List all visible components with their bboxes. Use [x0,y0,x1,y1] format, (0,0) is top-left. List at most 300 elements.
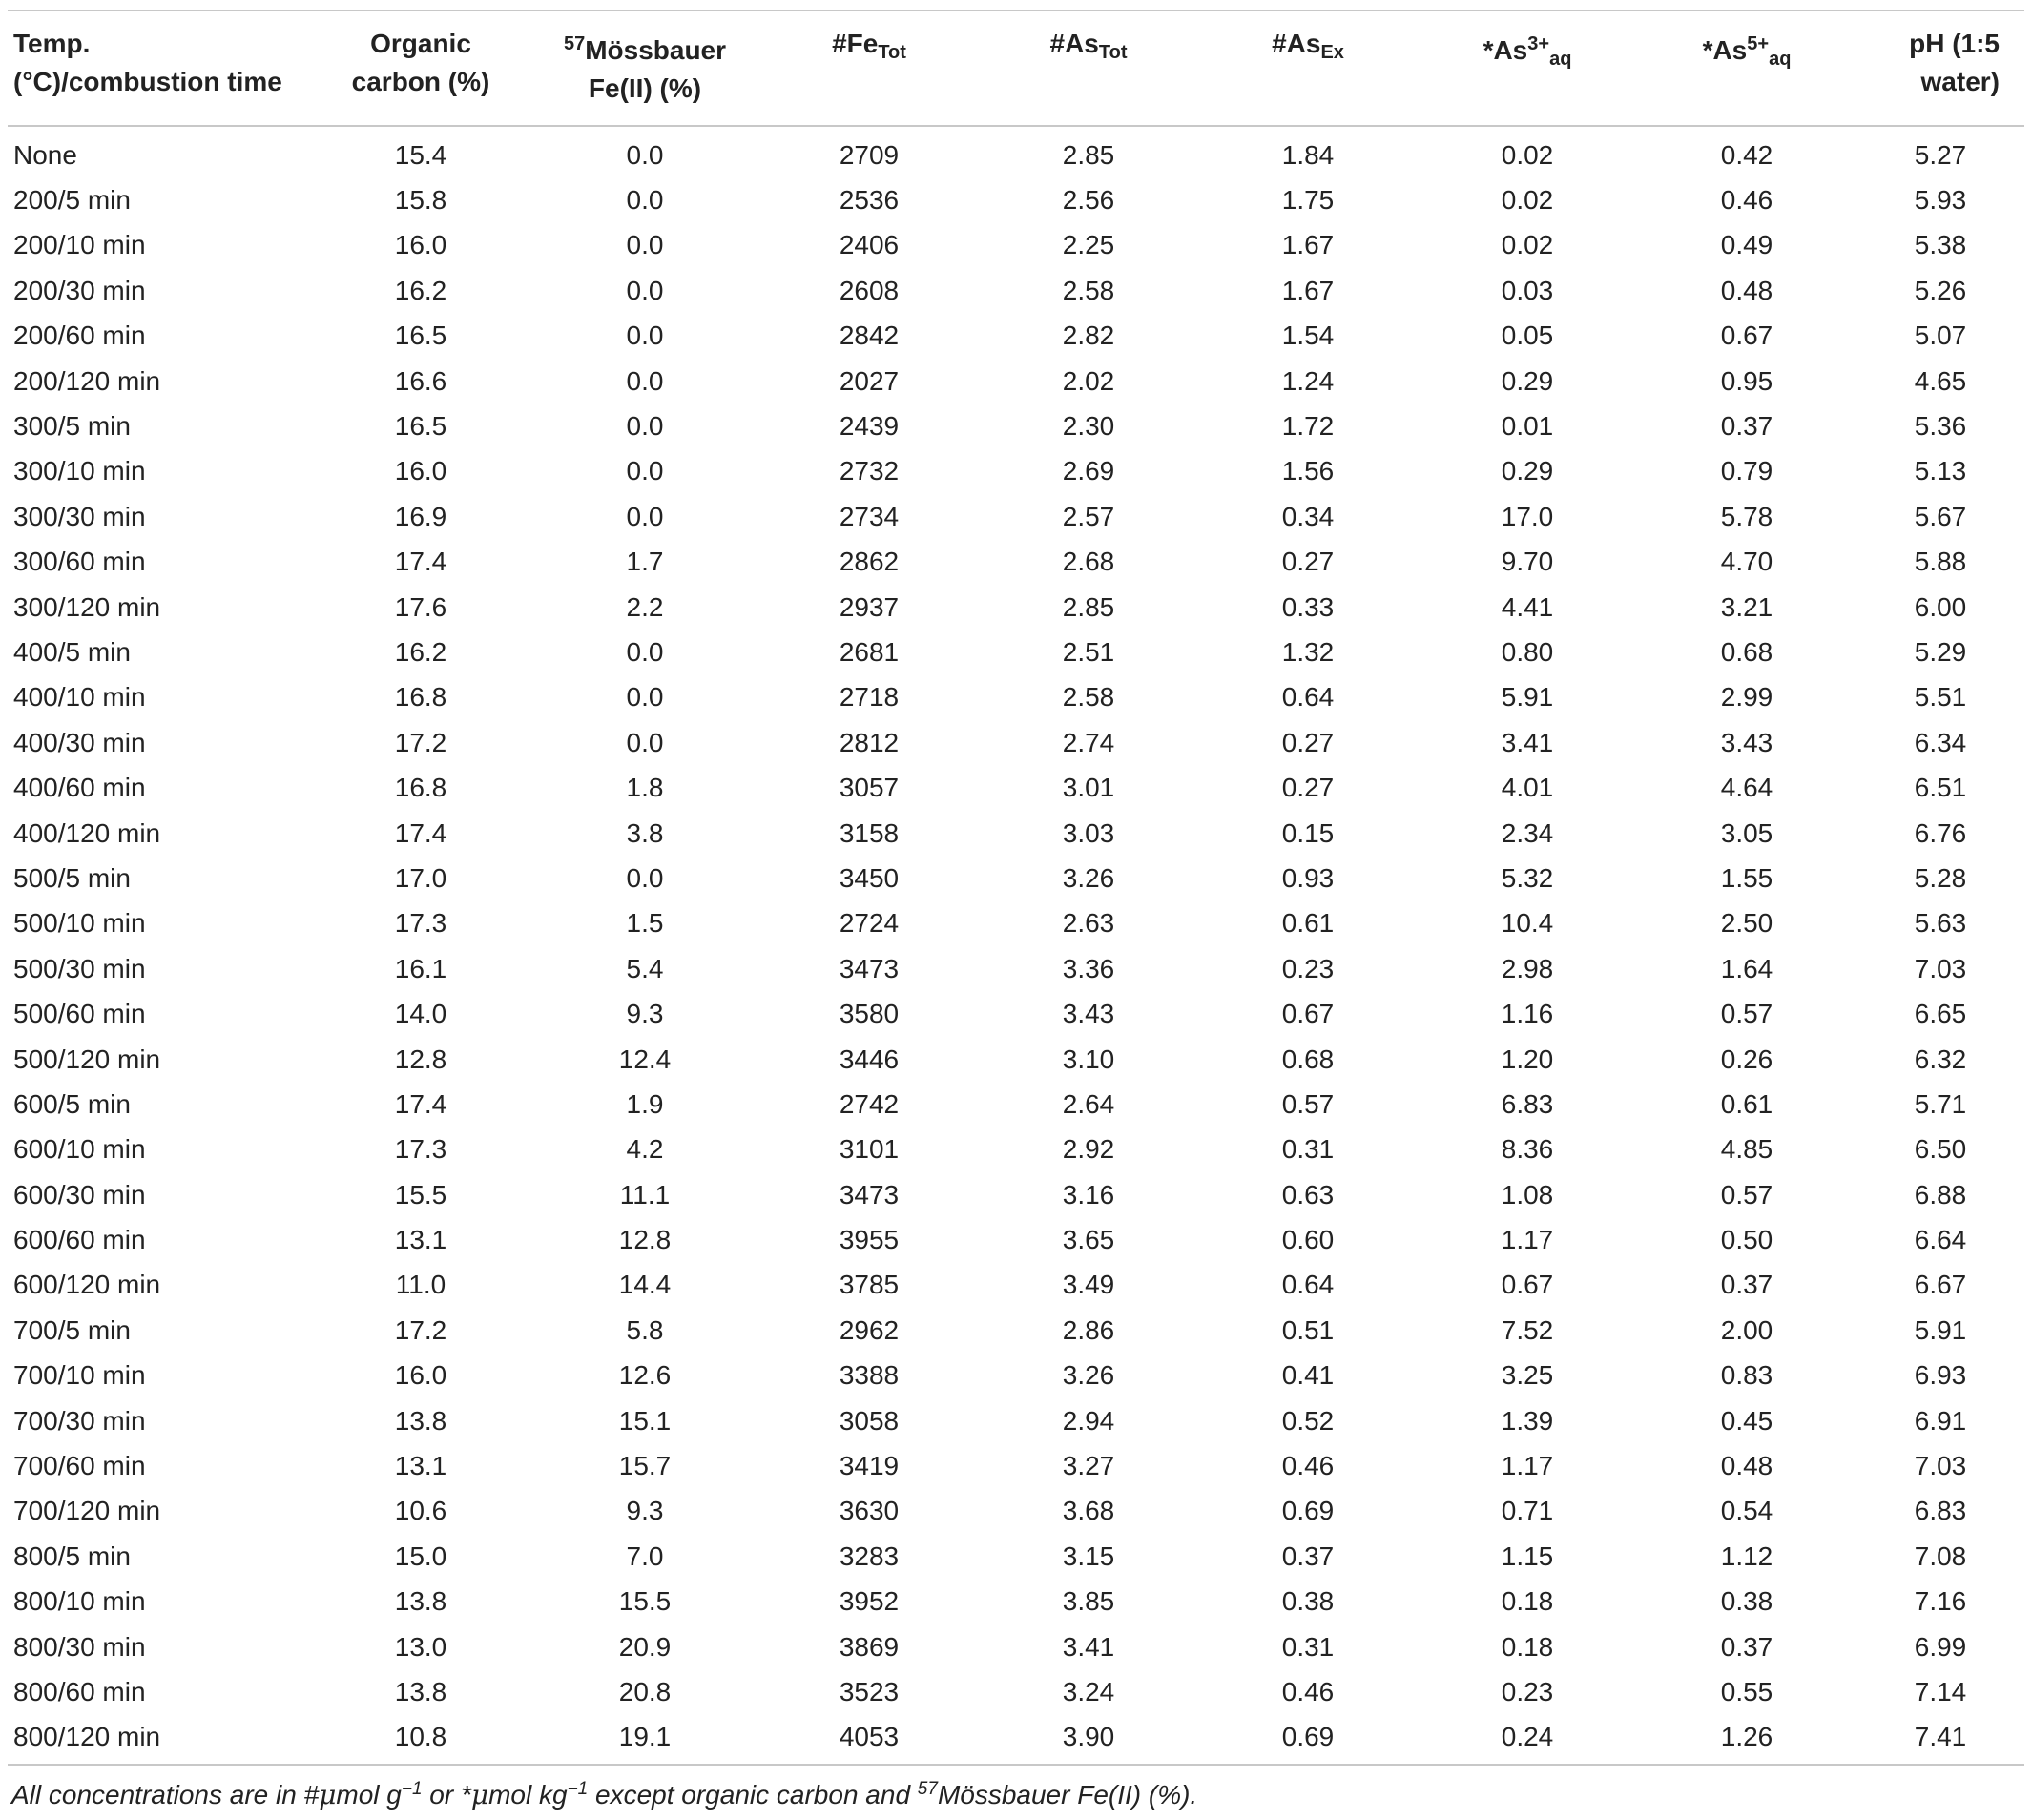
cell-organic-carbon: 13.1 [394,1451,447,1481]
cell-fe-tot: 2406 [839,230,900,260]
table-row [8,314,2024,359]
cell-temp-time: 500/60 min [13,999,146,1029]
cell-temp-time: 400/30 min [13,727,146,757]
cell-organic-carbon: 15.5 [394,1179,447,1210]
cell-as-ex: 0.23 [1281,953,1335,983]
cell-fe-tot: 2681 [839,636,900,667]
table-row [8,1443,2024,1488]
cell-as5-aq: 5.78 [1720,501,1773,531]
cell-as-tot: 3.90 [1062,1722,1115,1752]
cell-as5-aq: 4.85 [1720,1134,1773,1165]
cell-mossbauer-fe2: 15.1 [618,1405,672,1436]
table-row [8,765,2024,810]
cell-ph: 6.34 [1914,727,1967,757]
cell-organic-carbon: 16.8 [394,682,447,713]
cell-organic-carbon: 13.0 [394,1631,447,1662]
cell-mossbauer-fe2: 1.8 [626,773,664,803]
cell-as5-aq: 0.37 [1720,411,1773,442]
cell-organic-carbon: 17.4 [394,547,447,577]
cell-ph: 7.08 [1914,1541,1967,1571]
cell-as-tot: 2.58 [1062,682,1115,713]
cell-temp-time: 300/30 min [13,501,146,531]
cell-fe-tot: 3785 [839,1270,900,1300]
cell-mossbauer-fe2: 9.3 [626,1496,664,1526]
cell-mossbauer-fe2: 0.0 [626,636,664,667]
cell-ph: 7.14 [1914,1676,1967,1706]
cell-temp-time: 500/120 min [13,1044,161,1074]
cell-as-tot: 2.58 [1062,275,1115,305]
table-row [8,1534,2024,1579]
cell-as3-aq: 1.16 [1501,999,1554,1029]
cell-ph: 5.29 [1914,636,1967,667]
cell-as3-aq: 4.01 [1501,773,1554,803]
cell-mossbauer-fe2: 0.0 [626,185,664,216]
footnote-unit-1: mol g [336,1780,402,1810]
cell-mossbauer-fe2: 0.0 [626,682,664,713]
cell-as-tot: 2.63 [1062,908,1115,939]
cell-as-tot: 3.85 [1062,1586,1115,1617]
cell-as3-aq: 0.80 [1501,636,1554,667]
cell-as3-aq: 1.20 [1501,1044,1554,1074]
header-ph-line2: water) [1920,67,2000,96]
cell-ph: 6.99 [1914,1631,1967,1662]
cell-ph: 5.13 [1914,456,1967,486]
table-row [8,359,2024,403]
cell-as-ex: 0.68 [1281,1044,1335,1074]
cell-as-ex: 0.33 [1281,591,1335,622]
footnote-text-4: Mössbauer Fe(II) (%). [937,1780,1198,1810]
cell-organic-carbon: 15.0 [394,1541,447,1571]
cell-as5-aq: 0.49 [1720,230,1773,260]
cell-fe-tot: 2608 [839,275,900,305]
cell-as-ex: 1.75 [1281,185,1335,216]
data-table [8,10,2024,1766]
cell-mossbauer-fe2: 0.0 [626,501,664,531]
cell-as-ex: 1.72 [1281,411,1335,442]
cell-organic-carbon: 16.2 [394,275,447,305]
cell-temp-time: 400/10 min [13,682,146,713]
cell-fe-tot: 3473 [839,953,900,983]
cell-mossbauer-fe2: 15.5 [618,1586,672,1617]
cell-mossbauer-fe2: 0.0 [626,727,664,757]
header-oc-line1: Organic [370,29,471,58]
cell-mossbauer-fe2: 2.2 [626,591,664,622]
cell-ph: 4.65 [1914,365,1967,396]
header-temp-line2: (°C)/combustion time [13,67,282,96]
cell-as-ex: 0.93 [1281,862,1335,893]
cell-as5-aq: 0.50 [1720,1225,1773,1255]
cell-temp-time: 800/120 min [13,1722,161,1752]
cell-as-ex: 1.32 [1281,636,1335,667]
cell-organic-carbon: 16.0 [394,230,447,260]
cell-as-ex: 0.64 [1281,1270,1335,1300]
cell-fe-tot: 3523 [839,1676,900,1706]
cell-as-tot: 3.26 [1062,1360,1115,1391]
cell-organic-carbon: 16.5 [394,321,447,351]
cell-mossbauer-fe2: 5.4 [626,953,664,983]
header-asex-sub: Ex [1320,42,1344,63]
table-row [8,223,2024,268]
cell-as-ex: 0.41 [1281,1360,1335,1391]
cell-as3-aq: 0.24 [1501,1722,1554,1752]
cell-as-ex: 0.27 [1281,727,1335,757]
cell-mossbauer-fe2: 0.0 [626,275,664,305]
table-row [8,1037,2024,1082]
cell-temp-time: 800/30 min [13,1631,146,1662]
cell-temp-time: 400/5 min [13,636,131,667]
cell-temp-time: 200/10 min [13,230,146,260]
cell-as-ex: 0.31 [1281,1631,1335,1662]
cell-organic-carbon: 16.0 [394,456,447,486]
cell-as5-aq: 0.55 [1720,1676,1773,1706]
cell-mossbauer-fe2: 20.9 [618,1631,672,1662]
cell-mossbauer-fe2: 0.0 [626,862,664,893]
cell-temp-time: 700/30 min [13,1405,146,1436]
table-row [8,675,2024,720]
table-row [8,1354,2024,1398]
cell-as-tot: 2.69 [1062,456,1115,486]
cell-temp-time: 300/5 min [13,411,131,442]
cell-as-ex: 0.38 [1281,1586,1335,1617]
cell-as5-aq: 2.99 [1720,682,1773,713]
cell-as-tot: 2.92 [1062,1134,1115,1165]
cell-as3-aq: 1.15 [1501,1541,1554,1571]
cell-ph: 6.93 [1914,1360,1967,1391]
cell-as-tot: 3.03 [1062,817,1115,848]
cell-as-ex: 0.46 [1281,1451,1335,1481]
cell-ph: 5.93 [1914,185,1967,216]
cell-as-tot: 2.56 [1062,185,1115,216]
cell-as5-aq: 4.64 [1720,773,1773,803]
cell-as3-aq: 0.03 [1501,275,1554,305]
cell-as5-aq: 3.05 [1720,817,1773,848]
cell-as5-aq: 0.48 [1720,275,1773,305]
cell-fe-tot: 3101 [839,1134,900,1165]
header-ph-line1: pH (1:5 [1909,29,2000,58]
cell-ph: 6.64 [1914,1225,1967,1255]
cell-fe-tot: 2937 [839,591,900,622]
table-row [8,1082,2024,1127]
cell-fe-tot: 3473 [839,1179,900,1210]
cell-fe-tot: 2862 [839,547,900,577]
cell-as-ex: 0.27 [1281,773,1335,803]
cell-as-tot: 2.74 [1062,727,1115,757]
cell-as-tot: 3.10 [1062,1044,1115,1074]
cell-organic-carbon: 16.8 [394,773,447,803]
cell-as5-aq: 0.54 [1720,1496,1773,1526]
table-row [8,403,2024,448]
cell-ph: 6.32 [1914,1044,1967,1074]
cell-as5-aq: 0.45 [1720,1405,1773,1436]
cell-temp-time: 300/120 min [13,591,161,622]
cell-ph: 5.07 [1914,321,1967,351]
table-row [8,901,2024,946]
cell-as-tot: 2.86 [1062,1314,1115,1345]
cell-as3-aq: 9.70 [1501,547,1554,577]
cell-as-tot: 3.41 [1062,1631,1115,1662]
header-oc-line2: carbon (%) [351,67,490,96]
cell-as-ex: 0.34 [1281,501,1335,531]
cell-as-ex: 0.51 [1281,1314,1335,1345]
cell-as-ex: 0.37 [1281,1541,1335,1571]
cell-mossbauer-fe2: 19.1 [618,1722,672,1752]
cell-temp-time: 400/60 min [13,773,146,803]
table-row [8,268,2024,313]
cell-as-tot: 2.82 [1062,321,1115,351]
cell-fe-tot: 2734 [839,501,900,531]
cell-as3-aq: 0.71 [1501,1496,1554,1526]
cell-mossbauer-fe2: 0.0 [626,230,664,260]
cell-mossbauer-fe2: 3.8 [626,817,664,848]
cell-mossbauer-fe2: 0.0 [626,411,664,442]
cell-mossbauer-fe2: 11.1 [619,1179,671,1210]
cell-organic-carbon: 17.3 [394,1134,447,1165]
header-as3-aq [1418,10,1637,126]
cell-fe-tot: 3057 [839,773,900,803]
cell-ph: 5.67 [1914,501,1967,531]
cell-mossbauer-fe2: 0.0 [626,456,664,486]
cell-as3-aq: 1.08 [1501,1179,1554,1210]
cell-fe-tot: 3058 [839,1405,900,1436]
cell-fe-tot: 3869 [839,1631,900,1662]
table-row [8,1398,2024,1443]
cell-organic-carbon: 16.6 [394,365,447,396]
cell-temp-time: 700/5 min [13,1314,131,1345]
header-temp [8,10,311,126]
table-row [8,720,2024,765]
header-asex-main: #As [1272,29,1321,58]
cell-as-tot: 2.30 [1062,411,1115,442]
cell-as-ex: 0.27 [1281,547,1335,577]
cell-temp-time: 600/10 min [13,1134,146,1165]
table-body [8,126,2024,1765]
cell-as3-aq: 2.34 [1501,817,1554,848]
cell-organic-carbon: 17.4 [394,1088,447,1119]
cell-as5-aq: 0.46 [1720,185,1773,216]
header-as-tot [979,10,1198,126]
cell-as5-aq: 3.43 [1720,727,1773,757]
cell-as-tot: 2.57 [1062,501,1115,531]
table-row [8,449,2024,494]
cell-as-ex: 0.63 [1281,1179,1335,1210]
cell-as3-aq: 3.41 [1501,727,1554,757]
cell-as-ex: 1.84 [1281,139,1335,170]
header-as3-sup: 3+ [1527,33,1550,54]
header-as5-sup: 5+ [1747,33,1770,54]
footnote-exp-1: −1 [401,1779,423,1800]
cell-organic-carbon: 17.0 [394,862,447,893]
cell-fe-tot: 2962 [839,1314,900,1345]
cell-as5-aq: 0.68 [1720,636,1773,667]
cell-as5-aq: 0.57 [1720,1179,1773,1210]
cell-ph: 5.28 [1914,862,1967,893]
cell-organic-carbon: 17.2 [394,1314,447,1345]
cell-as3-aq: 0.67 [1501,1270,1554,1300]
cell-as-tot: 2.25 [1062,230,1115,260]
header-moss-line1: Mössbauer [585,35,727,65]
table-row [8,177,2024,222]
cell-fe-tot: 2439 [839,411,900,442]
header-as-ex [1198,10,1418,126]
cell-organic-carbon: 14.0 [394,999,447,1029]
cell-as3-aq: 1.39 [1501,1405,1554,1436]
cell-temp-time: 300/10 min [13,456,146,486]
cell-fe-tot: 3955 [839,1225,900,1255]
cell-as-ex: 0.69 [1281,1496,1335,1526]
cell-ph: 6.50 [1914,1134,1967,1165]
cell-as-tot: 3.15 [1062,1541,1115,1571]
cell-as3-aq: 3.25 [1501,1360,1554,1391]
header-temp-line1: Temp. [13,29,91,58]
cell-mossbauer-fe2: 0.0 [626,365,664,396]
cell-temp-time: 300/60 min [13,547,146,577]
cell-fe-tot: 2732 [839,456,900,486]
cell-mossbauer-fe2: 7.0 [626,1541,664,1571]
cell-organic-carbon: 10.6 [394,1496,447,1526]
cell-as5-aq: 0.79 [1720,456,1773,486]
cell-as-tot: 3.36 [1062,953,1115,983]
cell-mossbauer-fe2: 9.3 [626,999,664,1029]
cell-as-tot: 3.16 [1062,1179,1115,1210]
cell-fe-tot: 3446 [839,1044,900,1074]
cell-as3-aq: 0.05 [1501,321,1554,351]
cell-fe-tot: 3283 [839,1541,900,1571]
cell-temp-time: 800/10 min [13,1586,146,1617]
table-row [8,1715,2024,1765]
footnote-mu-2: μ [470,1779,489,1811]
cell-fe-tot: 2812 [839,727,900,757]
cell-as-tot: 2.51 [1062,636,1115,667]
header-ph [1856,10,2024,126]
cell-temp-time: None [13,139,77,170]
cell-temp-time: 700/120 min [13,1496,161,1526]
cell-as-tot: 2.85 [1062,139,1115,170]
cell-ph: 7.03 [1914,1451,1967,1481]
cell-as-ex: 0.60 [1281,1225,1335,1255]
cell-as5-aq: 0.37 [1720,1631,1773,1662]
header-moss-sup: 57 [563,33,586,54]
header-as5-main: *As [1702,35,1748,65]
cell-fe-tot: 2724 [839,908,900,939]
cell-as3-aq: 0.23 [1501,1676,1554,1706]
cell-mossbauer-fe2: 20.8 [618,1676,672,1706]
footnote-mu-1: μ [319,1779,337,1811]
cell-as3-aq: 0.29 [1501,365,1554,396]
cell-ph: 5.71 [1914,1088,1967,1119]
cell-temp-time: 700/60 min [13,1451,146,1481]
cell-temp-time: 600/5 min [13,1088,131,1119]
table-row [8,991,2024,1036]
cell-organic-carbon: 17.3 [394,908,447,939]
cell-ph: 6.83 [1914,1496,1967,1526]
cell-ph: 6.91 [1914,1405,1967,1436]
cell-ph: 7.16 [1914,1586,1967,1617]
table-row [8,126,2024,177]
cell-as-ex: 0.52 [1281,1405,1335,1436]
cell-as5-aq: 0.83 [1720,1360,1773,1391]
cell-as-ex: 0.57 [1281,1088,1335,1119]
footnote-exp-2: −1 [567,1779,589,1800]
cell-fe-tot: 2718 [839,682,900,713]
cell-organic-carbon: 17.4 [394,817,447,848]
cell-fe-tot: 3952 [839,1586,900,1617]
cell-as-ex: 1.24 [1281,365,1335,396]
cell-temp-time: 600/60 min [13,1225,146,1255]
cell-ph: 5.27 [1914,139,1967,170]
cell-ph: 5.38 [1914,230,1967,260]
cell-organic-carbon: 17.6 [394,591,447,622]
cell-fe-tot: 3158 [839,817,900,848]
cell-temp-time: 500/30 min [13,953,146,983]
cell-fe-tot: 4053 [839,1722,900,1752]
cell-mossbauer-fe2: 0.0 [626,321,664,351]
header-as3-sub: aq [1549,49,1572,70]
table-row [8,1489,2024,1534]
cell-as-tot: 3.01 [1062,773,1115,803]
cell-ph: 6.76 [1914,817,1967,848]
cell-as5-aq: 1.55 [1720,862,1773,893]
header-row [8,10,2024,126]
footnote-text-1: All concentrations are in # [11,1780,320,1810]
cell-as-tot: 3.49 [1062,1270,1115,1300]
cell-mossbauer-fe2: 1.9 [626,1088,664,1119]
cell-organic-carbon: 16.2 [394,636,447,667]
cell-mossbauer-fe2: 12.6 [618,1360,672,1391]
cell-temp-time: 200/120 min [13,365,161,396]
cell-fe-tot: 3388 [839,1360,900,1391]
cell-ph: 5.63 [1914,908,1967,939]
cell-temp-time: 700/10 min [13,1360,146,1391]
cell-as5-aq: 1.64 [1720,953,1773,983]
cell-as-ex: 0.61 [1281,908,1335,939]
cell-temp-time: 500/10 min [13,908,146,939]
cell-organic-carbon: 15.4 [394,139,447,170]
cell-as-tot: 2.68 [1062,547,1115,577]
cell-as5-aq: 0.57 [1720,999,1773,1029]
table-row [8,630,2024,674]
cell-as-tot: 3.68 [1062,1496,1115,1526]
cell-organic-carbon: 11.0 [395,1270,446,1300]
cell-as-tot: 2.64 [1062,1088,1115,1119]
header-fe-sub: Tot [878,42,906,63]
header-organic-carbon [311,10,530,126]
cell-mossbauer-fe2: 15.7 [618,1451,672,1481]
cell-mossbauer-fe2: 5.8 [626,1314,664,1345]
header-astot-main: #As [1049,29,1099,58]
cell-mossbauer-fe2: 1.5 [626,908,664,939]
cell-organic-carbon: 16.0 [394,1360,447,1391]
cell-mossbauer-fe2: 14.4 [618,1270,672,1300]
table-row [8,856,2024,900]
header-moss-line2: Fe(II) (%) [588,73,702,103]
cell-as3-aq: 17.0 [1501,501,1554,531]
cell-ph: 7.03 [1914,953,1967,983]
cell-fe-tot: 2742 [839,1088,900,1119]
cell-ph: 5.91 [1914,1314,1967,1345]
header-as5-aq [1637,10,1856,126]
cell-temp-time: 200/60 min [13,321,146,351]
cell-as-tot: 3.24 [1062,1676,1115,1706]
cell-as-ex: 0.31 [1281,1134,1335,1165]
cell-temp-time: 400/120 min [13,817,161,848]
cell-ph: 5.88 [1914,547,1967,577]
table-row [8,1669,2024,1714]
table-row [8,1308,2024,1353]
header-as3-main: *As [1483,35,1528,65]
table-row [8,1263,2024,1308]
cell-as5-aq: 0.48 [1720,1451,1773,1481]
cell-temp-time: 200/30 min [13,275,146,305]
